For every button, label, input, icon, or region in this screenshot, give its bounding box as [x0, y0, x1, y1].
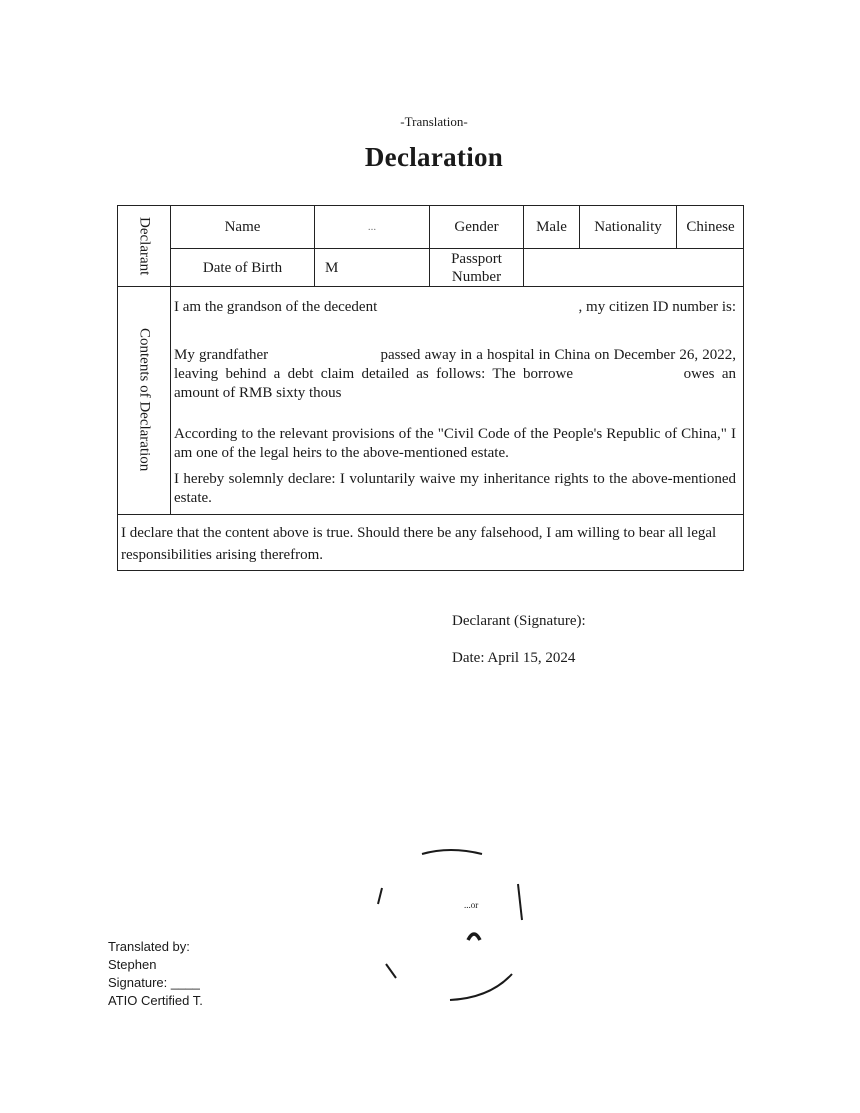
declaration-date: Date: April 15, 2024: [452, 650, 576, 666]
contents-divider: [170, 286, 171, 514]
nationality-label: Nationality: [594, 219, 662, 235]
p2-c: owes an amount of RMB sixty thous: [174, 366, 736, 401]
declarant-signature-label: Declarant (Signature):: [452, 613, 586, 629]
passport-label: Passport Number: [451, 250, 502, 285]
contents-paragraph-3: According to the relevant provisions of the "Civil Code of the People's Republic of China," I am one of the legal heirs to the above-mentioned estate.: [174, 426, 736, 461]
dob-label: Date of Birth: [202, 259, 283, 276]
contents-section-label: Contents of Declaration: [136, 328, 153, 472]
translated-by-label: Translated by:: [108, 939, 190, 954]
gender-label: Gender: [454, 219, 499, 235]
translator-signature: Signature: ____: [108, 975, 200, 990]
translator-name: Stephen: [108, 957, 157, 972]
translator-block: [108, 938, 203, 1010]
name-label: Name: [224, 219, 261, 235]
passport-value: [524, 249, 744, 286]
contents-paragraph-4: I hereby solemnly declare: I voluntarily waive my inheritance rights to the above-mentioned estate.: [174, 471, 736, 506]
p1-start: I am the grandson of the decedent: [174, 299, 378, 315]
declaration-footer: I declare that the content above is true. Should there be any falsehood, I am willing to bear all legal responsibilities arising therefrom.: [121, 525, 717, 563]
document-title: Declaration: [364, 142, 504, 172]
section-divider: [118, 286, 744, 287]
seal-stamp: [370, 840, 540, 1010]
declarant-section-label: Declarant: [136, 216, 153, 276]
contents-paragraph-2: [174, 346, 736, 403]
stamp-fragment: ...or: [464, 900, 479, 910]
p2-b: passed away in a hospital in China on December 26, 2022, leaving behind a debt claim detailed as follows: The borrowe: [174, 347, 737, 382]
translation-label: -Translation-: [400, 114, 468, 129]
nationality-value: Chinese: [686, 219, 735, 235]
translator-certification: ATIO Certified T.: [108, 993, 203, 1008]
dob-value: M: [325, 259, 339, 276]
footer-divider: [118, 514, 744, 515]
contents-paragraph-1: [174, 298, 736, 317]
gender-value: Male: [536, 219, 567, 235]
p1-end: , my citizen ID number is:: [578, 299, 736, 315]
p2-a: My grandfather: [174, 347, 269, 363]
name-value: ...: [367, 221, 377, 233]
